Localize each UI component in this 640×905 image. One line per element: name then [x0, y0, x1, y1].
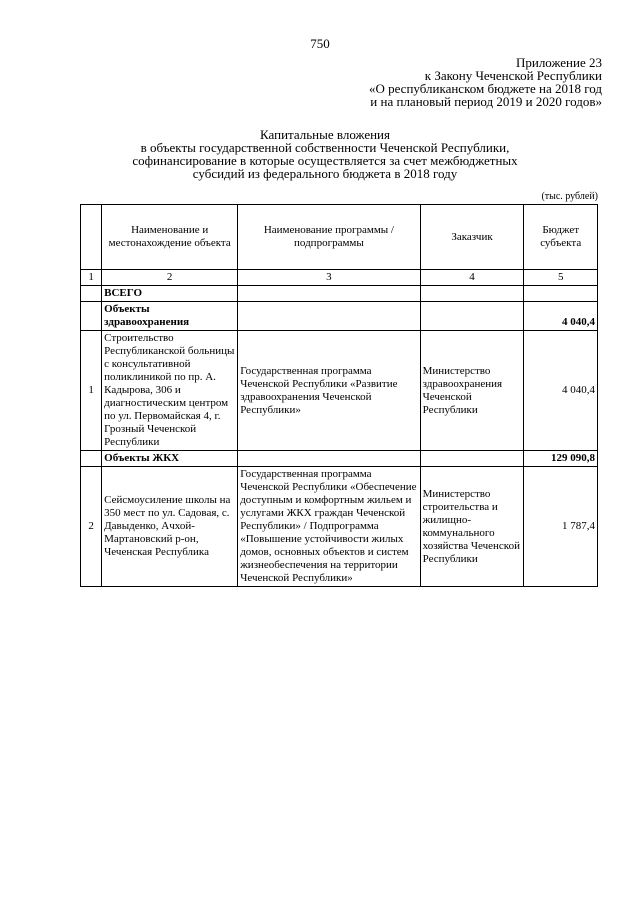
appendix-header: [369, 56, 602, 108]
page-number: 750: [310, 36, 330, 51]
program-name: Государственная программа Чеченской Республики «Обеспечение доступным и комфортным жильем и услугами ЖКХ граждан Чеченской Республики» / Подпрограмма «Повышение устойчивости жилых домов, основных объектов и систем жизнеобеспечения на территории Чеченской Республики»: [238, 467, 420, 587]
empty-cell: [238, 451, 420, 467]
header-cell-num: [81, 205, 102, 270]
empty-cell: [420, 451, 524, 467]
table-row: [81, 467, 598, 587]
header-cell-budget: Бюджет субъекта: [524, 205, 598, 270]
row-number: 1: [81, 331, 102, 451]
column-number: 2: [102, 270, 238, 286]
column-number: 1: [81, 270, 102, 286]
empty-cell: [81, 451, 102, 467]
appendix-line: Приложение 23: [515, 55, 602, 70]
section-label: Объекты здравоохранения: [102, 302, 238, 331]
customer-name: Министерство строительства и жилищно-коммунального хозяйства Чеченской Республики: [420, 467, 524, 587]
title-line: субсидий из федерального бюджета в 2018 году: [192, 166, 458, 181]
appendix-line: «О республиканском бюджете на 2018 год: [368, 81, 602, 96]
appendix-line: к Закону Чеченской Республики: [424, 68, 602, 83]
capital-investments-table: [80, 204, 598, 587]
empty-cell: [81, 286, 102, 302]
table-row: [81, 331, 598, 451]
header-cell-object: Наименование и местонахождение объекта: [102, 205, 238, 270]
budget-amount: 4 040,4: [524, 331, 598, 451]
column-number: 4: [420, 270, 524, 286]
appendix-line: и на плановый период 2019 и 2020 годов»: [370, 94, 602, 109]
program-name: Государственная программа Чеченской Республики «Развитие здравоохранения Чеченской Республики»: [238, 331, 420, 451]
title-line: Капитальные вложения: [260, 127, 390, 142]
column-number: 5: [524, 270, 598, 286]
column-number: 3: [238, 270, 420, 286]
empty-cell: [420, 286, 524, 302]
header-cell-customer: Заказчик: [420, 205, 524, 270]
units-label: (тыс. рублей): [541, 191, 598, 202]
section-row-health: [81, 302, 598, 331]
section-row-housing: [81, 451, 598, 467]
table-header-row: [81, 205, 598, 270]
column-numbers-row: [81, 270, 598, 286]
empty-cell: [524, 286, 598, 302]
document-title: [60, 128, 590, 180]
budget-amount: 1 787,4: [524, 467, 598, 587]
empty-cell: [238, 302, 420, 331]
empty-cell: [238, 286, 420, 302]
section-amount: 129 090,8: [524, 451, 598, 467]
empty-cell: [81, 302, 102, 331]
section-amount: 4 040,4: [524, 302, 598, 331]
title-line: в объекты государственной собственности Чеченской Республики,: [140, 140, 510, 155]
object-name: Сейсмоусиление школы на 350 мест по ул. Садовая, с. Давыденко, Ачхой-Мартановский р-он, Чеченская Республика: [102, 467, 238, 587]
section-label: Объекты ЖКХ: [102, 451, 238, 467]
total-label: ВСЕГО: [102, 286, 238, 302]
customer-name: Министерство здравоохранения Чеченской Республики: [420, 331, 524, 451]
object-name: Строительство Республиканской больницы с консультативной поликлиникой по пр. А. Кадырова, 306 и диагностическим центром по ул. Первомайская 4, г. Грозный Чеченской Республики: [102, 331, 238, 451]
row-number: 2: [81, 467, 102, 587]
empty-cell: [420, 302, 524, 331]
header-cell-program: Наименование программы / подпрограммы: [238, 205, 420, 270]
total-row: [81, 286, 598, 302]
title-line: софинансирование в которые осуществляется за счет межбюджетных: [132, 153, 518, 168]
